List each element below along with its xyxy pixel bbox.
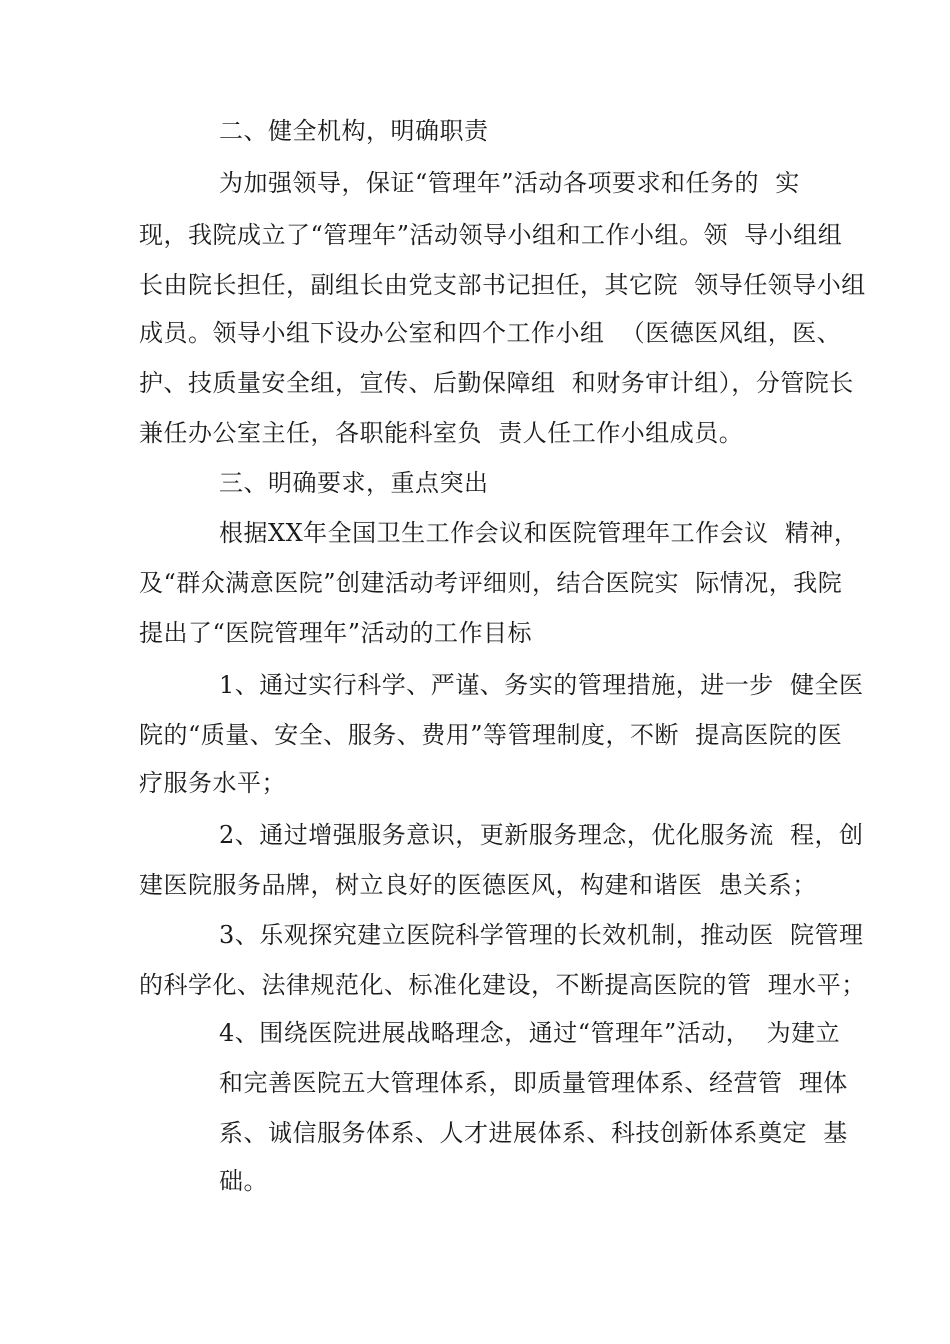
paragraph-line: 为加强领导，保证“管理年”活动各项要求和任务的 实 xyxy=(219,169,800,197)
list-item-line: 的科学化、法律规范化、标准化建设，不断提高医院的管 理水平； xyxy=(139,971,866,999)
paragraph-line: 长由院长担任，副组长由党支部书记担任，其它院 领导任领导小组 xyxy=(139,271,866,299)
list-item-line: 系、诚信服务体系、人才进展体系、科技创新体系奠定 基 xyxy=(219,1119,848,1147)
list-item-line: 础。 xyxy=(219,1167,268,1195)
paragraph-line: 及“群众满意医院”创建活动考评细则，结合医院实 际情况，我院 xyxy=(139,569,843,597)
paragraph-line: 提出了“医院管理年”活动的工作目标 xyxy=(139,619,533,647)
list-item-line: 建医院服务品牌，树立良好的医德医风，构建和谐医 患关系； xyxy=(139,871,817,899)
list-item-line: 疗服务水平； xyxy=(139,769,286,797)
paragraph-line: 成员。领导小组下设办公室和四个工作小组 （医德医风组，医、 xyxy=(139,319,842,347)
paragraph-line: 现，我院成立了“管理年”活动领导小组和工作小组。领 导小组组 xyxy=(139,221,843,249)
list-item-line: 和完善医院五大管理体系，即质量管理体系、经营管 理体 xyxy=(219,1069,848,1097)
paragraph-line: 根据XX年全国卫生工作会议和医院管理年工作会议 精神， xyxy=(219,519,859,547)
list-item-line: 2、通过增强服务意识，更新服务理念，优化服务流 程，创 xyxy=(219,821,864,849)
section-heading: 三、明确要求，重点突出 xyxy=(219,469,489,497)
section-heading: 二、健全机构，明确职责 xyxy=(219,117,489,145)
list-item-line: 院的“质量、安全、服务、费用”等管理制度，不断 提高医院的医 xyxy=(139,721,843,749)
list-item-line: 1、通过实行科学、严谨、务实的管理措施，进一步 健全医 xyxy=(219,671,864,699)
paragraph-line: 兼任办公室主任，各职能科室负 责人任工作小组成员。 xyxy=(139,419,744,447)
list-item-line: 4、围绕医院进展战略理念，通过“管理年”活动， 为建立 xyxy=(219,1019,841,1047)
list-item-line: 3、乐观探究建立医院科学管理的长效机制，推动医 院管理 xyxy=(219,921,864,949)
paragraph-line: 护、技质量安全组，宣传、后勤保障组 和财务审计组），分管院长 xyxy=(139,369,854,397)
